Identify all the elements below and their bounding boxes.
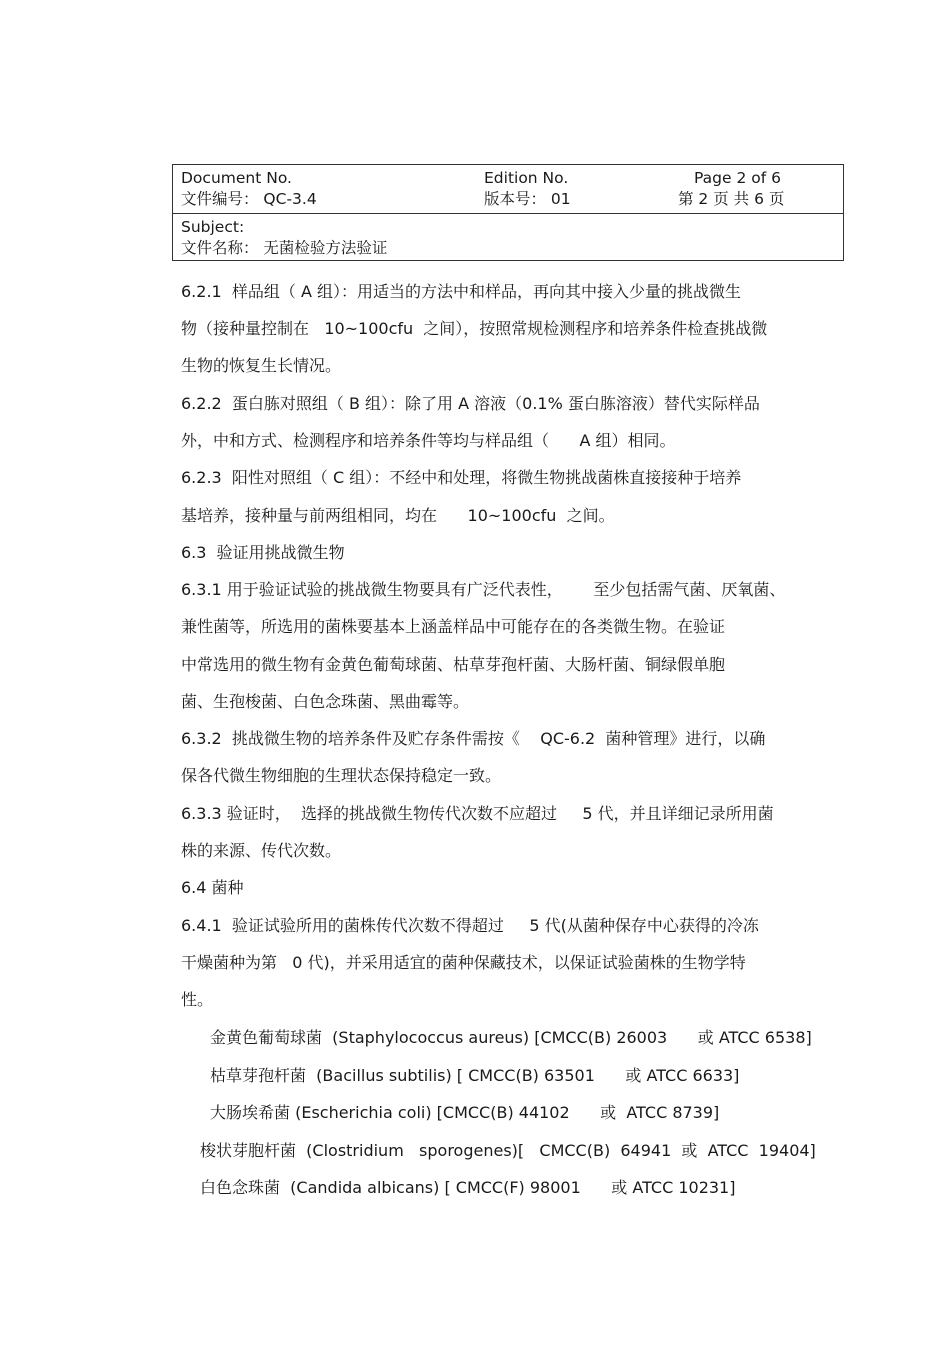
body-line: 生物的恢复生长情况。 <box>181 356 342 375</box>
strain-entry: 梭状芽胞杆菌 (Clostridium sporogenes)[ CMCC(B) 64941 或 ATCC 19404] <box>200 1141 816 1160</box>
body-line: 菌、生孢梭菌、白色念珠菌、黑曲霉等。 <box>181 692 470 711</box>
body-line: 保各代微生物细胞的生理状态保持稳定一致。 <box>181 766 502 785</box>
body-line: 6.3.1 用于验证试验的挑战微生物要具有广泛代表性， 至少包括需气菌、厌氧菌、 <box>181 580 786 599</box>
body-line: 物（接种量控制在 10~100cfu 之间），按照常规检测程序和培养条件检查挑战微 <box>181 319 768 338</box>
body-line: 6.3.2 挑战微生物的培养条件及贮存条件需按《 QC-6.2 菌种管理》进行，以确 <box>181 729 766 748</box>
body-line: 基培养，接种量与前两组相同，均在 10~100cfu 之间。 <box>181 506 615 525</box>
document-no-value: 文件编号： QC-3.4 <box>181 190 317 208</box>
body-line: 6.2.3 阳性对照组（ C 组）：不经中和处理，将微生物挑战菌株直接接种于培养 <box>181 468 742 487</box>
body-line: 中常选用的微生物有金黄色葡萄球菌、枯草芽孢杆菌、大肠杆菌、铜绿假单胞 <box>181 655 726 674</box>
edition-no-value: 版本号： 01 <box>484 190 571 208</box>
header-row-identifiers <box>173 165 843 214</box>
body-line: 6.4.1 验证试验所用的菌株传代次数不得超过 5 代(从菌种保存中心获得的冷冻 <box>181 916 759 935</box>
body-line: 兼性菌等，所选用的菌株要基本上涵盖样品中可能存在的各类微生物。在验证 <box>181 617 726 636</box>
body-line: 6.3.3 验证时， 选择的挑战微生物传代次数不应超过 5 代，并且详细记录所用菌 <box>181 804 774 823</box>
strain-entry: 枯草芽孢杆菌 (Bacillus subtilis) [ CMCC(B) 63501 或 ATCC 6633] <box>210 1066 740 1085</box>
strain-entry: 金黄色葡萄球菌 (Staphylococcus aureus) [CMCC(B) 26003 或 ATCC 6538] <box>210 1028 812 1047</box>
page-number-cn: 第 2 页 共 6 页 <box>678 190 785 208</box>
strain-entry: 白色念珠菌 (Candida albicans) [ CMCC(F) 98001 或 ATCC 10231] <box>200 1178 736 1197</box>
edition-no-label: Edition No. <box>484 169 569 187</box>
body-line: 株的来源、传代次数。 <box>181 841 342 860</box>
section-heading: 6.3 验证用挑战微生物 <box>181 543 345 562</box>
section-heading: 6.4 菌种 <box>181 878 244 897</box>
body-line: 外，中和方式、检测程序和培养条件等均与样品组（ A 组）相同。 <box>181 431 676 450</box>
subject-label: Subject: <box>181 218 245 236</box>
body-line: 性。 <box>181 990 214 1009</box>
strain-entry: 大肠埃希菌 (Escherichia coli) [CMCC(B) 44102 或 ATCC 8739] <box>210 1103 720 1122</box>
document-no-label: Document No. <box>181 169 292 187</box>
body-line: 干燥菌种为第 0 代)，并采用适宜的菌种保藏技术，以保证试验菌株的生物学特 <box>181 953 746 972</box>
page-number-label: Page 2 of 6 <box>694 169 781 187</box>
subject-value: 文件名称： 无菌检验方法验证 <box>181 239 388 257</box>
body-line: 6.2.1 样品组（ A 组）：用适当的方法中和样品，再向其中接入少量的挑战微生 <box>181 282 742 301</box>
document-header-table <box>172 164 844 261</box>
body-line: 6.2.2 蛋白胨对照组（ B 组）：除了用 A 溶液（0.1% 蛋白胨溶液）替代实际样品 <box>181 394 760 413</box>
